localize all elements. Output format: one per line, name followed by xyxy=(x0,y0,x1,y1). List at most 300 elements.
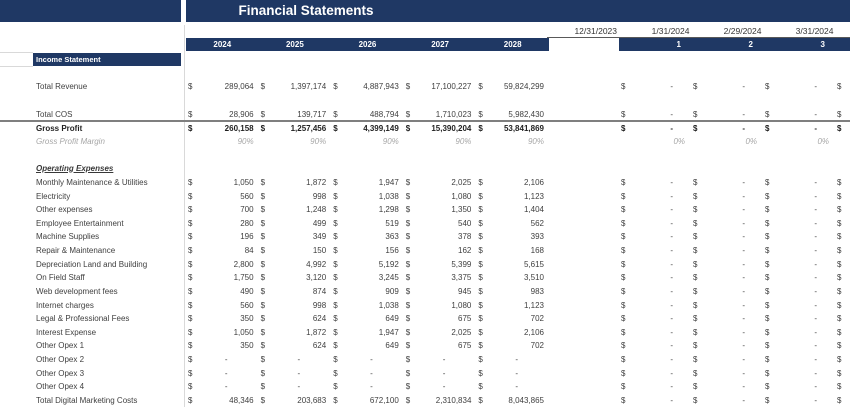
money-cell[interactable] xyxy=(259,367,332,381)
money-cell[interactable] xyxy=(763,271,835,285)
money-cell[interactable] xyxy=(619,190,691,204)
money-cell[interactable] xyxy=(691,176,763,190)
money-cell[interactable] xyxy=(186,122,259,136)
money-cell[interactable] xyxy=(763,217,835,231)
row-label[interactable]: Monthly Maintenance & Utilities xyxy=(36,178,148,187)
money-cell[interactable] xyxy=(691,203,763,217)
money-cell[interactable] xyxy=(186,217,259,231)
money-cell[interactable] xyxy=(259,326,332,340)
cell-value: 2,025 xyxy=(451,327,472,337)
dollar-sign[interactable]: $ xyxy=(837,382,842,392)
table-row xyxy=(0,339,850,353)
money-cell[interactable] xyxy=(619,285,691,299)
money-cell[interactable] xyxy=(186,271,259,285)
dollar-sign: $ xyxy=(478,178,483,187)
cell-value: 624 xyxy=(312,341,327,351)
money-cell[interactable] xyxy=(186,190,259,204)
cell-value: - xyxy=(515,382,518,392)
money-cell[interactable] xyxy=(331,244,404,258)
dollar-sign: $ xyxy=(260,82,266,91)
money-cell[interactable] xyxy=(331,312,404,326)
money-cell[interactable] xyxy=(691,190,763,204)
money-cell[interactable] xyxy=(763,122,835,136)
money-cell[interactable] xyxy=(259,80,332,94)
dollar-sign[interactable]: $ xyxy=(837,218,842,228)
money-cell[interactable] xyxy=(691,394,763,407)
money-cell[interactable] xyxy=(619,367,691,381)
row-label[interactable]: Other Opex 4 xyxy=(36,382,85,392)
money-cell[interactable] xyxy=(691,299,763,313)
dollar-sign[interactable]: $ xyxy=(837,82,842,91)
money-cell[interactable] xyxy=(186,394,259,407)
dollar-sign[interactable]: $ xyxy=(837,191,842,201)
money-cell[interactable] xyxy=(691,339,763,353)
cell-value: - xyxy=(224,368,228,378)
year-column-header[interactable]: 2028 xyxy=(503,40,522,49)
money-cell[interactable] xyxy=(763,339,835,353)
dollar-sign[interactable]: $ xyxy=(837,355,842,365)
money-cell[interactable] xyxy=(763,299,835,313)
dollar-sign: $ xyxy=(478,82,483,91)
money-cell[interactable] xyxy=(404,217,477,231)
money-cell[interactable] xyxy=(763,244,835,258)
money-cell[interactable] xyxy=(331,80,404,94)
money-cell[interactable] xyxy=(476,367,549,381)
money-cell[interactable] xyxy=(691,244,763,258)
dollar-sign: $ xyxy=(333,218,338,228)
page-title[interactable]: Financial Statements xyxy=(238,3,374,18)
row-label[interactable]: Legal & Professional Fees xyxy=(36,314,130,324)
money-cell[interactable] xyxy=(331,190,404,204)
dollar-sign: $ xyxy=(333,109,338,119)
money-cell[interactable] xyxy=(331,394,404,407)
money-cell[interactable] xyxy=(259,190,332,204)
cell-value: 499 xyxy=(312,218,327,228)
money-cell[interactable] xyxy=(186,285,259,299)
money-cell[interactable] xyxy=(691,312,763,326)
row-label[interactable]: Gross Profit Margin xyxy=(36,137,105,147)
dollar-sign: $ xyxy=(260,355,266,365)
dollar-sign: $ xyxy=(693,123,698,133)
cell-value: - xyxy=(814,259,817,269)
money-cell[interactable] xyxy=(476,80,549,94)
money-cell[interactable] xyxy=(476,135,549,149)
money-cell[interactable] xyxy=(259,380,332,394)
year-header-bar xyxy=(186,38,549,51)
money-cell[interactable] xyxy=(331,108,404,122)
money-cell[interactable] xyxy=(619,230,691,244)
table-row xyxy=(0,271,850,285)
dollar-sign: $ xyxy=(478,123,483,133)
money-cell[interactable] xyxy=(331,326,404,340)
money-cell[interactable] xyxy=(476,380,549,394)
money-cell[interactable] xyxy=(186,135,259,149)
dollar-sign[interactable]: $ xyxy=(837,341,842,351)
money-cell[interactable] xyxy=(619,353,691,367)
date-column-header[interactable]: 2/29/2024 xyxy=(723,26,762,36)
dollar-sign: $ xyxy=(405,300,411,310)
cell-value: 519 xyxy=(385,218,399,228)
cell-value: 3,375 xyxy=(451,273,472,283)
period-number-cell[interactable]: 1 xyxy=(676,40,681,49)
period-number-cell[interactable]: 2 xyxy=(748,40,753,49)
dollar-sign[interactable]: $ xyxy=(837,259,842,269)
money-cell[interactable] xyxy=(619,380,691,394)
dollar-sign: $ xyxy=(621,395,626,405)
dollar-sign: $ xyxy=(188,218,193,228)
cell-value: 1,710,023 xyxy=(435,109,472,119)
money-cell[interactable] xyxy=(691,258,763,272)
money-cell[interactable] xyxy=(476,108,549,122)
money-cell[interactable] xyxy=(691,135,763,149)
money-cell[interactable] xyxy=(476,190,549,204)
money-cell[interactable] xyxy=(186,353,259,367)
money-cell[interactable] xyxy=(404,80,477,94)
money-cell[interactable] xyxy=(186,80,259,94)
money-cell[interactable] xyxy=(763,285,835,299)
dollar-sign[interactable]: $ xyxy=(837,327,842,337)
money-cell[interactable] xyxy=(476,299,549,313)
row-label[interactable]: Total Digital Marketing Costs xyxy=(36,395,138,405)
money-cell[interactable] xyxy=(404,367,477,381)
money-cell[interactable] xyxy=(619,80,691,94)
money-cell[interactable] xyxy=(763,367,835,381)
cell-value: 5,192 xyxy=(378,259,399,269)
row-label[interactable]: Total COS xyxy=(36,109,73,119)
dollar-sign[interactable]: $ xyxy=(837,300,842,310)
money-cell[interactable] xyxy=(404,203,477,217)
money-cell[interactable] xyxy=(619,394,691,407)
money-cell[interactable] xyxy=(259,203,332,217)
money-cell[interactable] xyxy=(404,135,477,149)
cell-value: 90% xyxy=(527,137,544,147)
dollar-sign[interactable]: $ xyxy=(837,109,842,119)
row-label[interactable]: Repair & Maintenance xyxy=(36,246,116,256)
money-cell[interactable] xyxy=(186,367,259,381)
money-cell[interactable] xyxy=(331,217,404,231)
money-cell[interactable] xyxy=(186,380,259,394)
money-cell[interactable] xyxy=(691,380,763,394)
money-cell[interactable] xyxy=(331,285,404,299)
title-bar-left-block xyxy=(0,0,181,22)
dollar-sign[interactable]: $ xyxy=(837,273,842,283)
cell-value: 8,043,865 xyxy=(508,395,544,405)
money-cell[interactable] xyxy=(404,190,477,204)
money-cell[interactable] xyxy=(476,122,549,136)
money-cell[interactable] xyxy=(259,312,332,326)
money-cell[interactable] xyxy=(186,176,259,190)
money-cell[interactable] xyxy=(476,176,549,190)
cell-value: - xyxy=(742,368,745,378)
money-cell[interactable] xyxy=(404,353,477,367)
dollar-sign: $ xyxy=(478,286,483,296)
cell-value: 350 xyxy=(240,341,254,351)
cell-value: 2,025 xyxy=(451,178,472,187)
dollar-sign[interactable]: $ xyxy=(837,286,842,296)
money-cell[interactable] xyxy=(404,108,477,122)
money-cell[interactable] xyxy=(619,339,691,353)
money-cell[interactable] xyxy=(186,339,259,353)
money-cell[interactable] xyxy=(259,135,332,149)
money-cell[interactable] xyxy=(619,271,691,285)
money-cell[interactable] xyxy=(331,299,404,313)
dollar-sign: $ xyxy=(188,300,193,310)
dollar-sign[interactable]: $ xyxy=(837,246,842,256)
dollar-sign[interactable]: $ xyxy=(837,178,842,187)
money-cell[interactable] xyxy=(186,312,259,326)
row-label[interactable]: Operating Expenses xyxy=(36,163,114,173)
money-cell[interactable] xyxy=(331,122,404,136)
money-cell[interactable] xyxy=(691,326,763,340)
date-column-header[interactable]: 1/31/2024 xyxy=(651,26,690,36)
dollar-sign: $ xyxy=(693,273,698,283)
row-label[interactable]: Web development fees xyxy=(36,286,118,296)
money-cell[interactable] xyxy=(331,353,404,367)
date-column-header[interactable]: 12/31/2023 xyxy=(574,26,617,36)
money-cell[interactable] xyxy=(476,326,549,340)
dollar-sign: $ xyxy=(405,382,411,392)
money-cell[interactable] xyxy=(691,122,763,136)
money-cell[interactable] xyxy=(691,230,763,244)
money-cell[interactable] xyxy=(259,217,332,231)
date-column-header[interactable]: 3/31/2024 xyxy=(795,26,834,36)
dollar-sign: $ xyxy=(188,355,193,365)
money-cell[interactable] xyxy=(691,108,763,122)
money-cell[interactable] xyxy=(259,353,332,367)
year-column-header[interactable]: 2026 xyxy=(358,40,377,49)
money-cell[interactable] xyxy=(259,244,332,258)
money-cell[interactable] xyxy=(331,271,404,285)
dollar-sign: $ xyxy=(333,286,338,296)
row-label[interactable]: Depreciation Land and Building xyxy=(36,259,148,269)
cell-value: 53,841,869 xyxy=(503,123,544,133)
dollar-sign: $ xyxy=(693,259,698,269)
row-label[interactable]: Other Opex 1 xyxy=(36,341,85,351)
dollar-sign[interactable]: $ xyxy=(837,123,842,133)
dollar-sign: $ xyxy=(188,109,193,119)
money-cell[interactable] xyxy=(404,230,477,244)
cell-value: - xyxy=(814,327,817,337)
money-cell[interactable] xyxy=(619,122,691,136)
dollar-sign: $ xyxy=(260,205,266,215)
row-label[interactable]: On Field Staff xyxy=(36,273,85,283)
money-cell[interactable] xyxy=(404,380,477,394)
dollar-sign[interactable]: $ xyxy=(837,205,842,215)
money-cell[interactable] xyxy=(404,176,477,190)
money-cell[interactable] xyxy=(763,326,835,340)
money-cell[interactable] xyxy=(476,312,549,326)
money-cell[interactable] xyxy=(331,258,404,272)
dollar-sign: $ xyxy=(693,205,698,215)
dollar-sign[interactable]: $ xyxy=(837,232,842,242)
money-cell[interactable] xyxy=(186,230,259,244)
money-cell[interactable] xyxy=(476,230,549,244)
row-label[interactable]: Internet charges xyxy=(36,300,94,310)
money-cell[interactable] xyxy=(186,244,259,258)
money-cell[interactable] xyxy=(186,203,259,217)
money-cell[interactable] xyxy=(619,203,691,217)
money-cell[interactable] xyxy=(763,203,835,217)
money-cell[interactable] xyxy=(404,122,477,136)
dollar-sign: $ xyxy=(333,300,338,310)
money-cell[interactable] xyxy=(691,80,763,94)
table-row xyxy=(0,122,850,136)
dollar-sign[interactable]: $ xyxy=(837,395,842,405)
money-cell[interactable] xyxy=(259,108,332,122)
money-cell[interactable] xyxy=(186,108,259,122)
cell-value: 196 xyxy=(240,232,254,242)
money-cell[interactable] xyxy=(331,367,404,381)
money-cell[interactable] xyxy=(259,122,332,136)
money-cell[interactable] xyxy=(186,326,259,340)
row-label[interactable]: Electricity xyxy=(36,191,71,201)
dollar-sign: $ xyxy=(188,246,193,256)
dollar-sign: $ xyxy=(621,123,626,133)
money-cell[interactable] xyxy=(476,353,549,367)
row-label[interactable]: Other Opex 2 xyxy=(36,355,85,365)
dollar-sign: $ xyxy=(188,259,193,269)
dollar-sign[interactable]: $ xyxy=(837,368,842,378)
money-cell[interactable] xyxy=(763,230,835,244)
money-cell[interactable] xyxy=(476,244,549,258)
row-label[interactable]: Other expenses xyxy=(36,205,93,215)
cell-value: - xyxy=(370,355,373,365)
money-cell[interactable] xyxy=(404,244,477,258)
money-cell[interactable] xyxy=(259,285,332,299)
dollar-sign: $ xyxy=(765,82,770,91)
dollar-sign: $ xyxy=(621,273,626,283)
money-cell[interactable] xyxy=(691,217,763,231)
cell-value: 350 xyxy=(240,314,254,324)
money-cell[interactable] xyxy=(259,271,332,285)
money-cell[interactable] xyxy=(619,135,691,149)
cell-value: - xyxy=(814,395,817,405)
dollar-sign: $ xyxy=(333,232,338,242)
money-cell[interactable] xyxy=(476,339,549,353)
money-cell[interactable] xyxy=(186,258,259,272)
money-cell[interactable] xyxy=(476,203,549,217)
dollar-sign: $ xyxy=(621,327,626,337)
money-cell[interactable] xyxy=(619,108,691,122)
money-cell[interactable] xyxy=(259,230,332,244)
money-cell[interactable] xyxy=(476,394,549,407)
cell-value: 90% xyxy=(237,137,254,147)
money-cell[interactable] xyxy=(404,339,477,353)
year-column-header[interactable]: 2027 xyxy=(431,40,449,49)
money-cell[interactable] xyxy=(763,108,835,122)
year-column-header[interactable]: 2025 xyxy=(285,40,304,49)
money-cell[interactable] xyxy=(186,299,259,313)
dollar-sign: $ xyxy=(260,300,266,310)
cell-value: 2,106 xyxy=(523,178,544,187)
dollar-sign: $ xyxy=(621,178,626,187)
year-column-header[interactable]: 2024 xyxy=(213,40,232,49)
money-cell[interactable] xyxy=(763,80,835,94)
money-cell[interactable] xyxy=(691,353,763,367)
money-cell[interactable] xyxy=(476,285,549,299)
money-cell[interactable] xyxy=(259,258,332,272)
row-label[interactable]: Machine Supplies xyxy=(36,232,100,242)
cell-value: 2,106 xyxy=(523,327,544,337)
money-cell[interactable] xyxy=(619,312,691,326)
money-cell[interactable] xyxy=(404,326,477,340)
cell-value: 162 xyxy=(458,246,472,256)
cell-value: - xyxy=(742,314,745,324)
money-cell[interactable] xyxy=(619,326,691,340)
dollar-sign: $ xyxy=(405,191,411,201)
money-cell[interactable] xyxy=(476,258,549,272)
money-cell[interactable] xyxy=(763,380,835,394)
dollar-sign: $ xyxy=(405,341,411,351)
income-statement-header[interactable]: Income Statement xyxy=(33,53,181,66)
money-cell[interactable] xyxy=(331,230,404,244)
money-cell[interactable] xyxy=(619,299,691,313)
dollar-sign: $ xyxy=(765,191,770,201)
money-cell[interactable] xyxy=(763,394,835,407)
dollar-sign[interactable]: $ xyxy=(837,314,842,324)
row-label[interactable]: Other Opex 3 xyxy=(36,368,85,378)
dollar-sign: $ xyxy=(621,259,626,269)
dollar-sign: $ xyxy=(621,218,626,228)
money-cell[interactable] xyxy=(763,135,835,149)
money-cell[interactable] xyxy=(476,217,549,231)
money-cell[interactable] xyxy=(404,258,477,272)
money-cell[interactable] xyxy=(331,339,404,353)
money-cell[interactable] xyxy=(691,285,763,299)
money-cell[interactable] xyxy=(619,244,691,258)
money-cell[interactable] xyxy=(619,217,691,231)
money-cell[interactable] xyxy=(763,312,835,326)
money-cell[interactable] xyxy=(259,339,332,353)
cell-value: 90% xyxy=(382,137,399,147)
cell-value: 1,080 xyxy=(451,300,472,310)
money-cell[interactable] xyxy=(259,394,332,407)
money-cell[interactable] xyxy=(404,394,477,407)
money-cell[interactable] xyxy=(476,271,549,285)
money-cell[interactable] xyxy=(404,285,477,299)
money-cell[interactable] xyxy=(259,299,332,313)
money-cell[interactable] xyxy=(763,258,835,272)
money-cell[interactable] xyxy=(619,176,691,190)
money-cell[interactable] xyxy=(763,353,835,367)
table-row xyxy=(0,80,850,94)
row-label[interactable]: Interest Expense xyxy=(36,327,97,337)
period-number-cell[interactable]: 3 xyxy=(820,40,825,49)
money-cell[interactable] xyxy=(763,176,835,190)
cell-value: - xyxy=(670,218,673,228)
money-cell[interactable] xyxy=(331,176,404,190)
cell-value: 649 xyxy=(385,314,399,324)
money-cell[interactable] xyxy=(331,135,404,149)
money-cell[interactable] xyxy=(404,271,477,285)
row-label[interactable]: Employee Entertainment xyxy=(36,218,124,228)
money-cell[interactable] xyxy=(619,258,691,272)
dollar-sign: $ xyxy=(693,300,698,310)
money-cell[interactable] xyxy=(331,203,404,217)
money-cell[interactable] xyxy=(763,190,835,204)
cell-value: - xyxy=(442,368,446,378)
money-cell[interactable] xyxy=(691,367,763,381)
money-cell[interactable] xyxy=(404,312,477,326)
money-cell[interactable] xyxy=(691,271,763,285)
money-cell[interactable] xyxy=(331,380,404,394)
money-cell[interactable] xyxy=(259,176,332,190)
cell-value: - xyxy=(814,109,817,119)
row-label[interactable]: Total Revenue xyxy=(36,82,88,91)
row-label[interactable]: Gross Profit xyxy=(36,123,83,133)
cell-value: - xyxy=(814,123,817,133)
money-cell[interactable] xyxy=(404,299,477,313)
